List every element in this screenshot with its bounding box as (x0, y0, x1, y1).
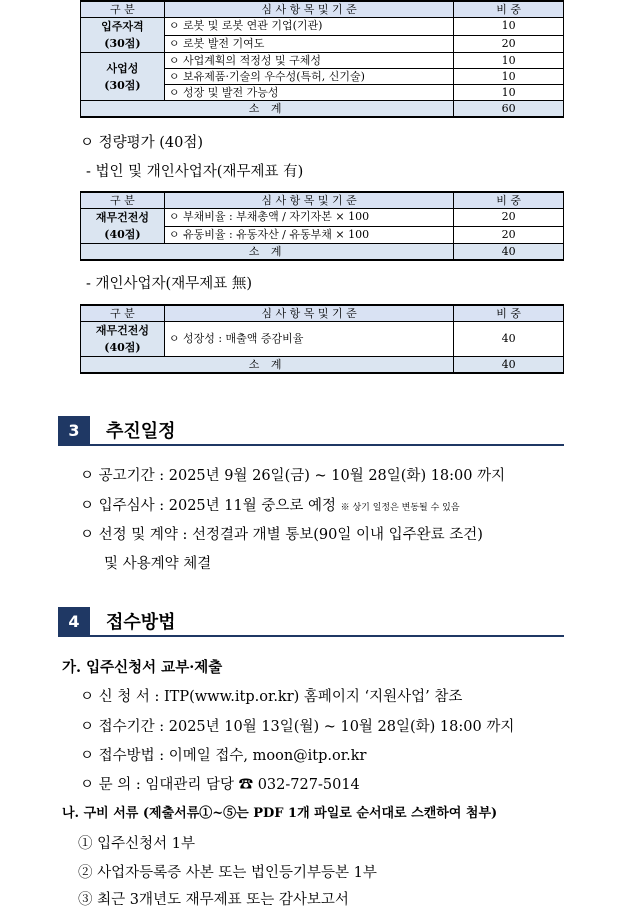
table-header: 심 사 항 목 및 기 준 (164, 192, 453, 209)
criteria-cell: ㅇ 부채비율 : 부채총액 / 자기자본 × 100 (164, 209, 453, 227)
section-3-heading (58, 416, 176, 444)
category-cell: 입주자격 (30점) (81, 18, 165, 53)
criteria-cell: ㅇ 로봇 및 로봇 연관 기업(기관) (164, 18, 453, 36)
section-4-heading (58, 607, 176, 635)
application-item: ㅇ 접수방법 : 이메일 접수, moon@itp.or.kr (80, 748, 367, 764)
subtotal-label: 소 계 (81, 101, 454, 118)
schedule-note: ※ 상기 일정은 변동될 수 있음 (340, 503, 460, 513)
evaluation-table-qualitative (80, 0, 564, 118)
application-item: ㅇ 신 청 서 : ITP(www.itp.or.kr) 홈페이지 ‘지원사업’ 참조 (80, 689, 463, 705)
subsection-b-title: 나. 구비 서류 (제출서류①~⑤는 PDF 1개 파일로 순서대로 스캔하여 첨부) (62, 806, 498, 821)
corp-subheading: - 법인 및 개인사업자(재무제표 有) (86, 164, 304, 180)
section-divider (58, 635, 564, 637)
evaluation-table-indiv (80, 304, 564, 374)
section-title: 접수방법 (106, 612, 176, 633)
weight-cell: 20 (454, 35, 564, 53)
table-header: 구 분 (81, 305, 165, 322)
criteria-cell: ㅇ 성장 및 발전 가능성 (164, 85, 453, 101)
table-header: 구 분 (81, 1, 165, 18)
evaluation-table-corp (80, 191, 564, 261)
application-item: ㅇ 문 의 : 임대관리 담당 ☎ 032-727-5014 (80, 777, 360, 793)
category-cell: 재무건전성 (40점) (81, 209, 165, 244)
criteria-cell: ㅇ 보유제품·기술의 우수성(특허, 신기술) (164, 69, 453, 85)
category-cell: 사업성 (30점) (81, 53, 165, 101)
weight-cell: 20 (454, 209, 564, 227)
criteria-cell: ㅇ 성장성 : 매출액 증감비율 (164, 322, 453, 357)
schedule-item: ㅇ 선정 및 계약 : 선정결과 개별 통보(90일 이내 입주완료 조건) (80, 527, 483, 543)
subtotal-value: 60 (454, 101, 564, 118)
document-item: ② 사업자등록증 사본 또는 법인등기부등본 1부 (78, 865, 377, 881)
subtotal-value: 40 (454, 357, 564, 374)
criteria-cell: ㅇ 사업계획의 적정성 및 구체성 (164, 53, 453, 69)
indiv-subheading: - 개인사업자(재무제표 無) (86, 276, 252, 292)
schedule-item: ㅇ 공고기간 : 2025년 9월 26일(금) ~ 10월 28일(화) 18:00 까지 (80, 468, 506, 484)
application-item: ㅇ 접수기간 : 2025년 10월 13일(월) ~ 10월 28일(화) 18:00 까지 (80, 719, 515, 735)
table-header: 비 중 (454, 305, 564, 322)
document-item: ① 입주신청서 1부 (78, 836, 195, 852)
weight-cell: 10 (454, 85, 564, 101)
weight-cell: 10 (454, 53, 564, 69)
table-header: 심 사 항 목 및 기 준 (164, 1, 453, 18)
quant-eval-heading: ㅇ 정량평가 (40점) (80, 135, 204, 151)
table-header: 구 분 (81, 192, 165, 209)
criteria-cell: ㅇ 로봇 발전 기여도 (164, 35, 453, 53)
schedule-item: ㅇ 입주심사 : 2025년 11월 중으로 예정 ※ 상기 일정은 변동될 수 있음 (80, 498, 460, 514)
section-title: 추진일정 (106, 421, 176, 442)
weight-cell: 10 (454, 69, 564, 85)
table-header: 비 중 (454, 192, 564, 209)
subtotal-label: 소 계 (81, 244, 454, 261)
table-header: 비 중 (454, 1, 564, 18)
section-number-badge: 3 (58, 416, 90, 444)
criteria-cell: ㅇ 유동비율 : 유동자산 / 유동부채 × 100 (164, 226, 453, 244)
category-cell: 재무건전성 (40점) (81, 322, 165, 357)
weight-cell: 40 (454, 322, 564, 357)
schedule-item-continuation: 및 사용계약 체결 (104, 556, 212, 572)
section-divider (58, 444, 564, 446)
weight-cell: 10 (454, 18, 564, 36)
weight-cell: 20 (454, 226, 564, 244)
subtotal-value: 40 (454, 244, 564, 261)
section-number-badge: 4 (58, 607, 90, 635)
document-item: ③ 최근 3개년도 재무제표 또는 감사보고서 (78, 892, 349, 908)
subtotal-label: 소 계 (81, 357, 454, 374)
table-header: 심 사 항 목 및 기 준 (164, 305, 453, 322)
subsection-a-title: 가. 입주신청서 교부·제출 (62, 659, 223, 676)
